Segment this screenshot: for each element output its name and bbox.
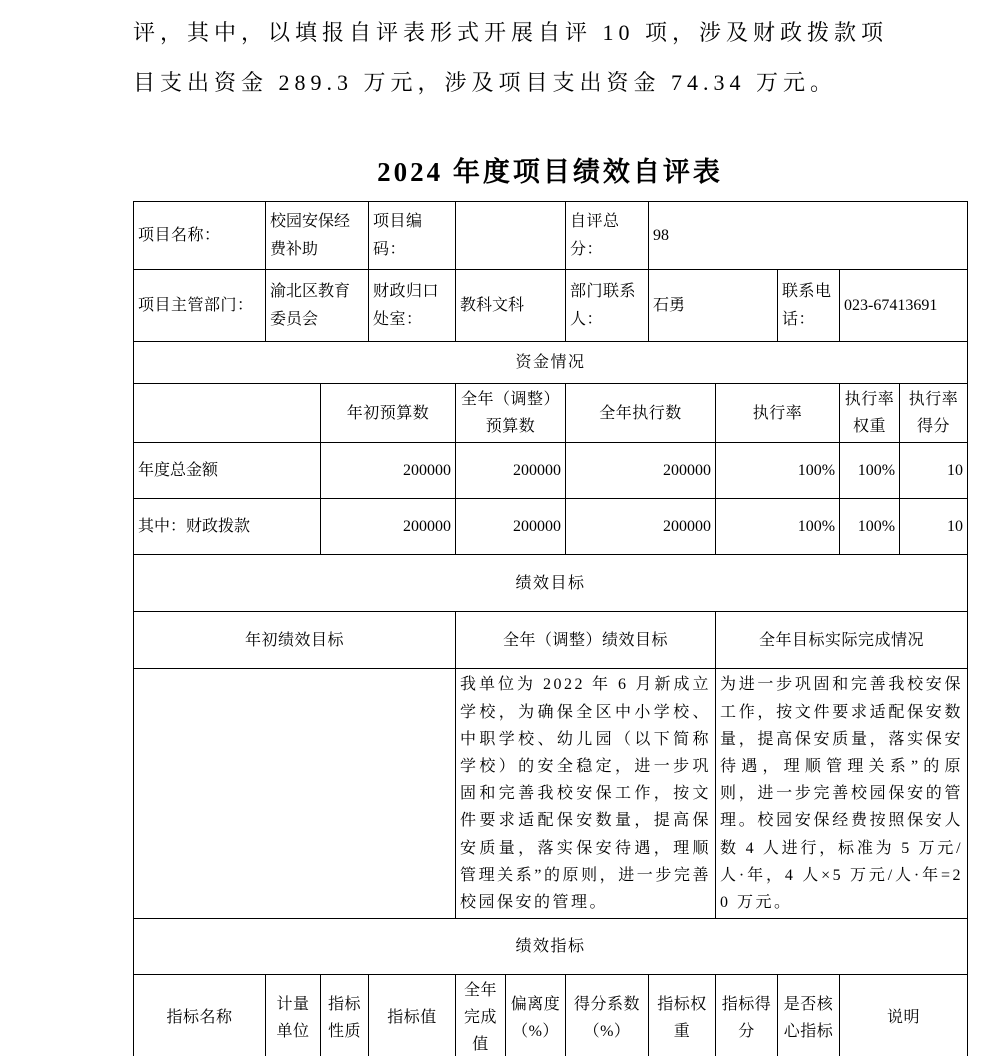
cell-total-rate-score: 10 bbox=[900, 443, 968, 499]
intro-line-1: 评，其中，以填报自评表形式开展自评 10 项，涉及财政拨款项 bbox=[133, 20, 889, 45]
indicator-header-note: 说明 bbox=[840, 975, 968, 1056]
indicator-header-deviation: 偏离度（%） bbox=[506, 975, 566, 1056]
row-goals-headers bbox=[134, 612, 968, 669]
cell-fiscal-exec-rate: 100% bbox=[716, 499, 840, 555]
row-project-name bbox=[134, 202, 968, 270]
funding-header-adjusted-budget: 全年（调整）预算数 bbox=[456, 384, 566, 443]
intro-line-2: 目支出资金 289.3 万元，涉及项目支出资金 74.34 万元。 bbox=[133, 70, 838, 95]
cell-dept-label: 项目主管部门： bbox=[134, 270, 266, 342]
cell-total-adjusted-budget: 200000 bbox=[456, 443, 566, 499]
indicator-header-target-value: 指标值 bbox=[369, 975, 456, 1056]
funding-header-initial-budget: 年初预算数 bbox=[321, 384, 456, 443]
row-project-dept bbox=[134, 270, 968, 342]
cell-goal-adjusted-text: 我单位为 2022 年 6 月新成立学校，为确保全区中小学校、中职学校、幼儿园（以下简称学校）的安全稳定，进一步巩固和完善我校安保工作，按文件要求适配保安数量，提高保安质量，落实保安待遇，理顺管理关系”的原则，进一步完善校园保安的管理。 bbox=[456, 669, 716, 919]
funding-row-total bbox=[134, 443, 968, 499]
cell-fiscal-rate-score: 10 bbox=[900, 499, 968, 555]
cell-contact-value: 石勇 bbox=[649, 270, 778, 342]
row-goals-section bbox=[134, 555, 968, 612]
cell-total-initial-budget: 200000 bbox=[321, 443, 456, 499]
funding-header-rate-score: 执行率得分 bbox=[900, 384, 968, 443]
cell-finance-office-value: 教科文科 bbox=[456, 270, 566, 342]
row-goals-content bbox=[134, 669, 968, 919]
indicator-header-name: 指标名称 bbox=[134, 975, 266, 1056]
cell-project-name-value: 校园安保经费补助 bbox=[266, 202, 369, 270]
cell-total-executed: 200000 bbox=[566, 443, 716, 499]
cell-total-exec-rate: 100% bbox=[716, 443, 840, 499]
cell-goal-initial-text bbox=[134, 669, 456, 919]
indicator-header-weight: 指标权重 bbox=[649, 975, 716, 1056]
indicator-header-completed-value: 全年完成值 bbox=[456, 975, 506, 1056]
cell-phone-label: 联系电话： bbox=[778, 270, 840, 342]
cell-contact-label: 部门联系人： bbox=[566, 270, 649, 342]
cell-project-name-label: 项目名称： bbox=[134, 202, 266, 270]
indicator-header-score: 指标得分 bbox=[716, 975, 778, 1056]
funding-corner-cell bbox=[134, 384, 321, 443]
cell-self-score-value: 98 bbox=[649, 202, 968, 270]
self-evaluation-table bbox=[133, 201, 968, 1056]
indicator-header-is-core: 是否核心指标 bbox=[778, 975, 840, 1056]
goals-header-initial: 年初绩效目标 bbox=[134, 612, 456, 669]
intro-paragraph bbox=[133, 0, 967, 108]
cell-fiscal-adjusted-budget: 200000 bbox=[456, 499, 566, 555]
cell-goal-actual-text: 为进一步巩固和完善我校安保工作，按文件要求适配保安数量，提高保安质量，落实保安待遇，理顺管理关系”的原则，进一步完善校园保安的管理。校园安保经费按照保安人数 4 人进行，标准为 5 万元/人·年，4 人×5 万元/人·年=20 万元。 bbox=[716, 669, 968, 919]
row-indicators-section bbox=[134, 919, 968, 975]
document-content bbox=[133, 0, 967, 1056]
funding-section-title: 资金情况 bbox=[134, 342, 968, 384]
indicators-section-title: 绩效指标 bbox=[134, 919, 968, 975]
funding-header-exec-rate: 执行率 bbox=[716, 384, 840, 443]
goals-header-adjusted: 全年（调整）绩效目标 bbox=[456, 612, 716, 669]
funding-row-fiscal bbox=[134, 499, 968, 555]
cell-fiscal-executed: 200000 bbox=[566, 499, 716, 555]
indicator-header-nature: 指标性质 bbox=[321, 975, 369, 1056]
cell-project-code-label: 项目编码： bbox=[369, 202, 456, 270]
cell-self-score-label: 自评总分： bbox=[566, 202, 649, 270]
page-title: 2024 年度项目绩效自评表 bbox=[377, 157, 723, 187]
cell-project-code-value bbox=[456, 202, 566, 270]
cell-dept-value: 渝北区教育委员会 bbox=[266, 270, 369, 342]
cell-total-rate-weight: 100% bbox=[840, 443, 900, 499]
indicator-header-score-coefficient: 得分系数（%） bbox=[566, 975, 649, 1056]
cell-total-label: 年度总金额 bbox=[134, 443, 321, 499]
row-funding-section bbox=[134, 342, 968, 384]
cell-phone-value: 023-67413691 bbox=[840, 270, 968, 342]
cell-fiscal-label: 其中：财政拨款 bbox=[134, 499, 321, 555]
row-funding-headers bbox=[134, 384, 968, 443]
row-indicator-headers bbox=[134, 975, 968, 1056]
cell-finance-office-label: 财政归口处室： bbox=[369, 270, 456, 342]
funding-header-rate-weight: 执行率权重 bbox=[840, 384, 900, 443]
funding-header-executed: 全年执行数 bbox=[566, 384, 716, 443]
indicator-header-unit: 计量单位 bbox=[266, 975, 321, 1056]
goals-header-actual: 全年目标实际完成情况 bbox=[716, 612, 968, 669]
cell-fiscal-initial-budget: 200000 bbox=[321, 499, 456, 555]
cell-fiscal-rate-weight: 100% bbox=[840, 499, 900, 555]
goals-section-title: 绩效目标 bbox=[134, 555, 968, 612]
